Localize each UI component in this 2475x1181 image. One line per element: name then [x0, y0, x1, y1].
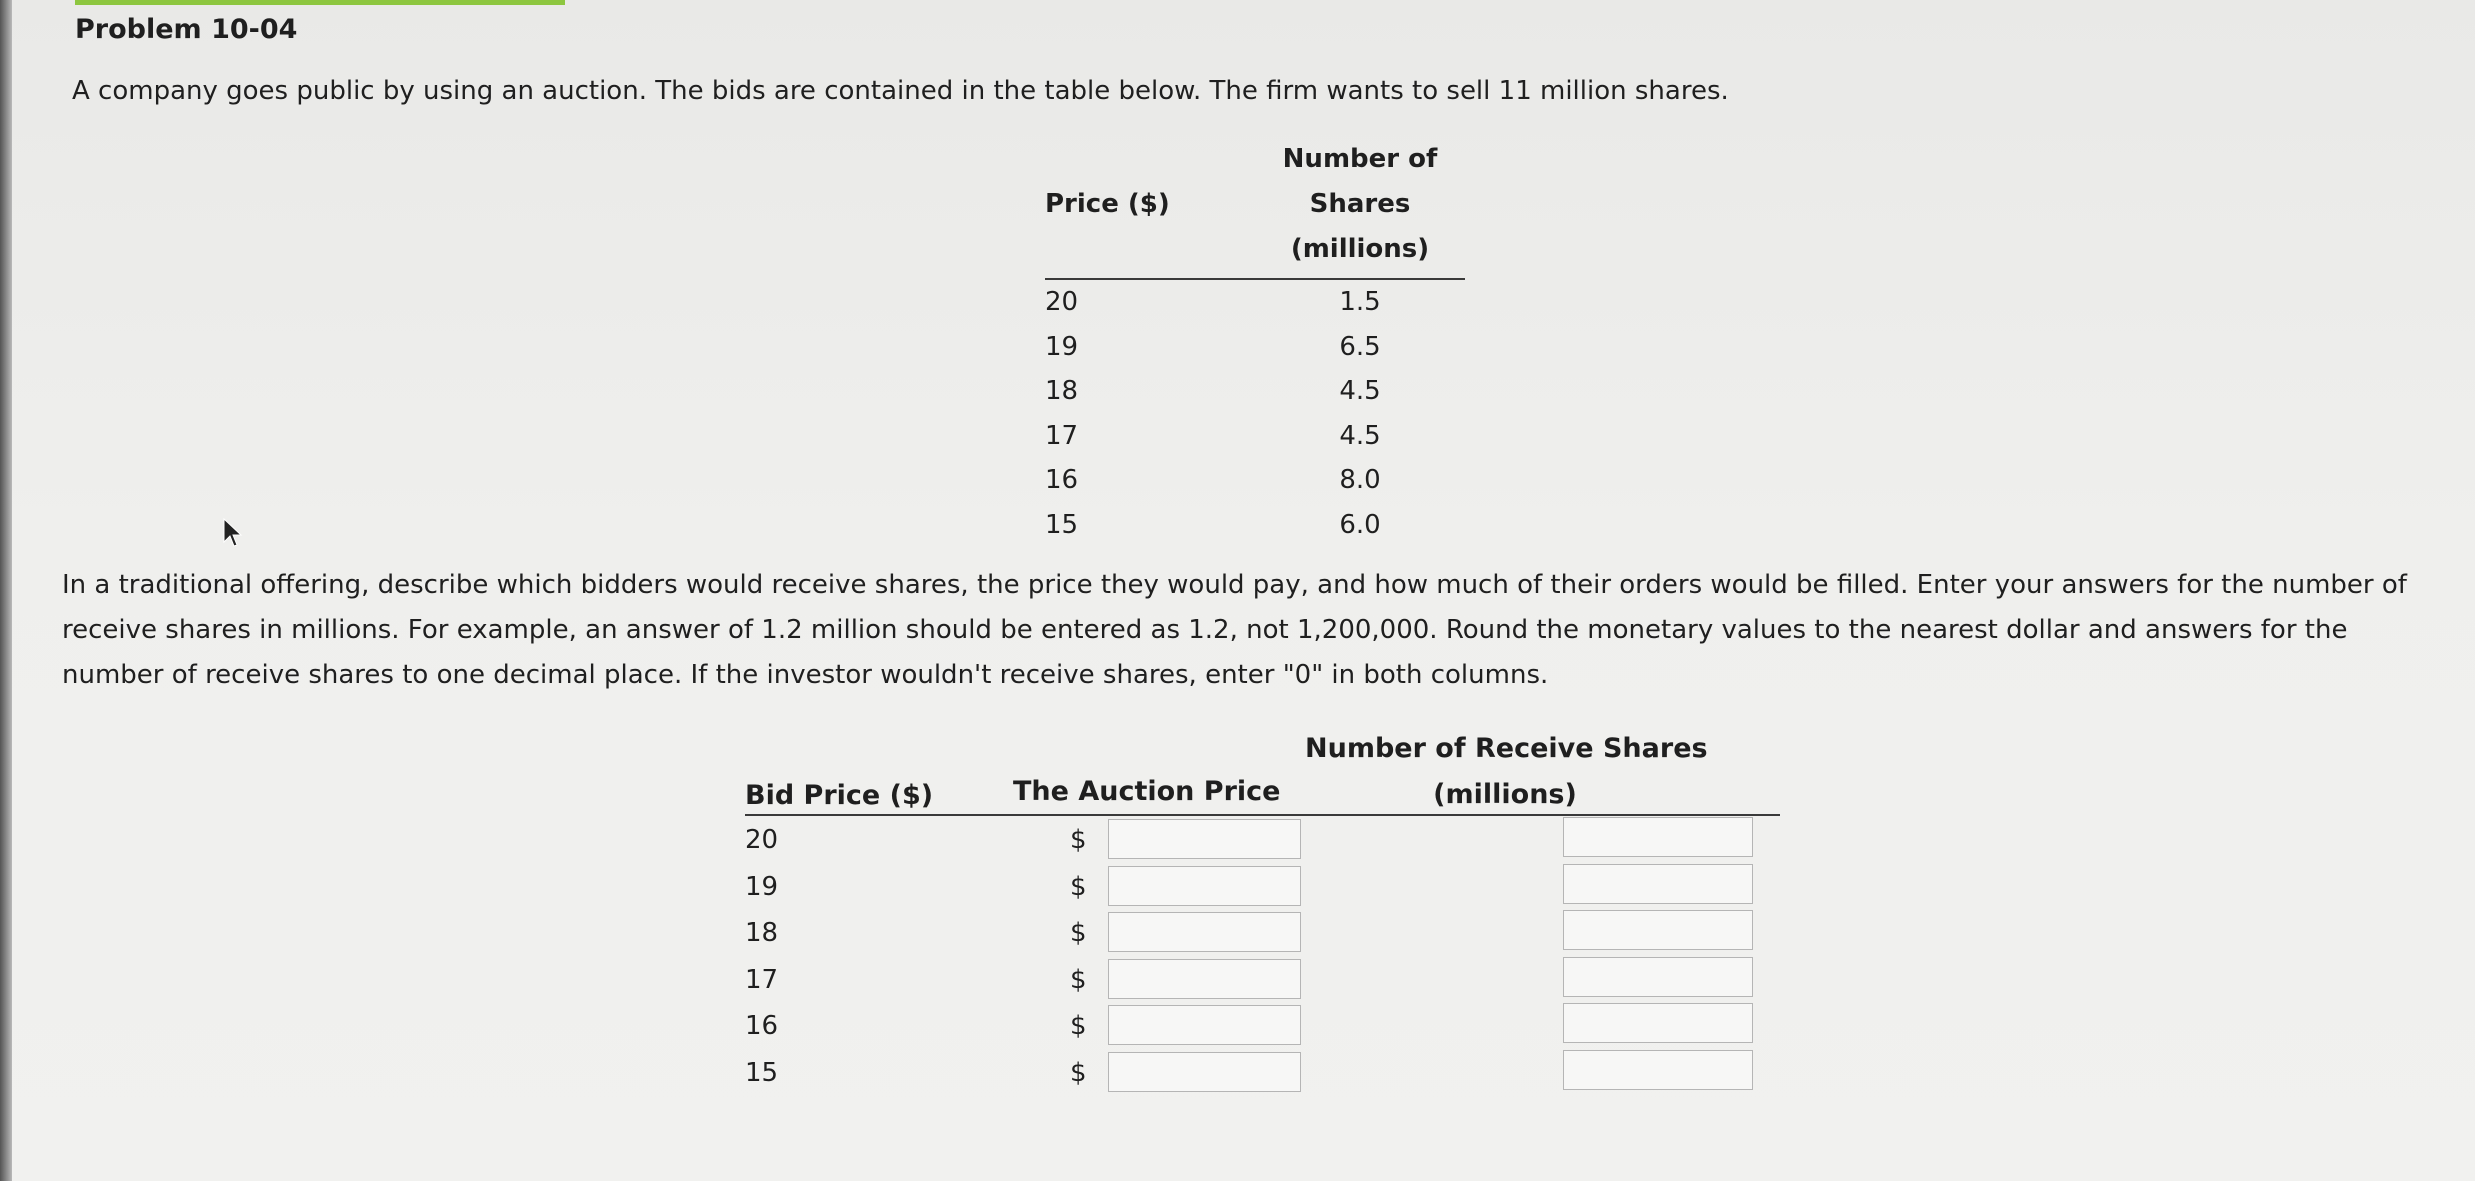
auction-price-input[interactable]	[1108, 819, 1301, 859]
table-row	[745, 863, 1780, 910]
bid-shares-cell: 4.5	[1339, 420, 1381, 451]
receive-shares-input[interactable]	[1563, 1050, 1753, 1090]
auction-price-input[interactable]	[1108, 959, 1301, 999]
dollar-sign: $	[1070, 825, 1087, 855]
auction-price-header: The Auction Price	[1013, 776, 1281, 807]
table-row	[745, 1049, 1780, 1096]
problem-intro: A company goes public by using an auction. The bids are contained in the table below. The firm wants to sell 11 million shares.	[72, 76, 1729, 106]
shares-header-line-3: (millions)	[1290, 234, 1430, 264]
mouse-pointer-icon	[223, 518, 243, 548]
table-row	[745, 956, 1780, 1003]
bid-price-value: 15	[745, 1057, 779, 1088]
answer-table-header	[745, 726, 1780, 816]
receive-shares-input[interactable]	[1563, 910, 1753, 950]
bid-price-value: 19	[745, 871, 779, 902]
bid-price-cell: 15	[1045, 509, 1079, 540]
bid-shares-cell: 6.5	[1339, 331, 1381, 362]
dollar-sign: $	[1070, 964, 1087, 995]
table-row	[1045, 279, 1465, 325]
table-row	[1045, 458, 1465, 503]
bid-shares-cell: 1.5	[1339, 287, 1381, 318]
table-row	[745, 909, 1780, 956]
bid-shares-cell: 4.5	[1339, 376, 1381, 407]
table-row	[745, 1002, 1780, 1049]
auction-price-input[interactable]	[1108, 866, 1301, 906]
dollar-sign: $	[1070, 918, 1087, 948]
dollar-sign: $	[1070, 1011, 1087, 1041]
bid-price-value: 16	[745, 1011, 779, 1041]
bid-shares-cell: 8.0	[1339, 465, 1381, 496]
price-header: Price ($)	[1045, 137, 1255, 279]
bids-table	[1045, 137, 1465, 547]
bid-price-cell: 18	[1045, 376, 1079, 407]
table-row	[745, 816, 1780, 863]
receive-shares-input[interactable]	[1563, 864, 1753, 904]
receive-shares-input[interactable]	[1563, 957, 1753, 997]
receive-shares-header	[1305, 726, 1708, 818]
receive-shares-header-line-1: Number of Receive Shares	[1305, 733, 1708, 764]
bid-shares-cell: 6.0	[1339, 509, 1381, 540]
receive-shares-input[interactable]	[1563, 1003, 1753, 1043]
bid-price-cell: 20	[1045, 287, 1079, 318]
bids-table-header	[1045, 137, 1465, 279]
dollar-sign: $	[1070, 871, 1087, 902]
bid-price-cell: 19	[1045, 331, 1079, 362]
table-row	[1045, 369, 1465, 414]
bid-price-value: 17	[745, 964, 779, 995]
window-edge	[0, 0, 12, 1181]
auction-price-input[interactable]	[1108, 912, 1301, 952]
instructions-text: In a traditional offering, describe which bidders would receive shares, the price they would pay, and how much of their orders would be filled. Enter your answers for the number of receive shares in millions. For example, an answer of 1.2 million should be entered as 1.2, not 1,200,000. Round the monetary values to the nearest dollar and answers for the number of receive shares to one decimal place. If the investor wouldn't receive shares, enter "0" in both columns.	[62, 570, 2407, 690]
dollar-sign: $	[1070, 1057, 1087, 1088]
shares-header-line-2: Shares	[1309, 189, 1411, 219]
bid-price-header: Bid Price ($)	[745, 780, 934, 811]
auction-price-input[interactable]	[1108, 1052, 1301, 1092]
tab-accent-bar	[75, 0, 565, 5]
receive-shares-input[interactable]	[1563, 817, 1753, 857]
shares-header	[1255, 137, 1465, 279]
receive-shares-header-line-2: (millions)	[1433, 779, 1577, 810]
table-row	[1045, 503, 1465, 548]
problem-title: Problem 10-04	[75, 14, 298, 45]
table-row	[1045, 414, 1465, 459]
auction-price-input[interactable]	[1108, 1005, 1301, 1045]
table-row	[1045, 325, 1465, 370]
shares-header-line-1: Number of	[1282, 144, 1438, 174]
answer-table	[745, 726, 1780, 1095]
bid-price-cell: 16	[1045, 465, 1079, 496]
bid-price-cell: 17	[1045, 420, 1079, 451]
bid-price-value: 18	[745, 918, 779, 948]
bid-price-value: 20	[745, 825, 779, 855]
